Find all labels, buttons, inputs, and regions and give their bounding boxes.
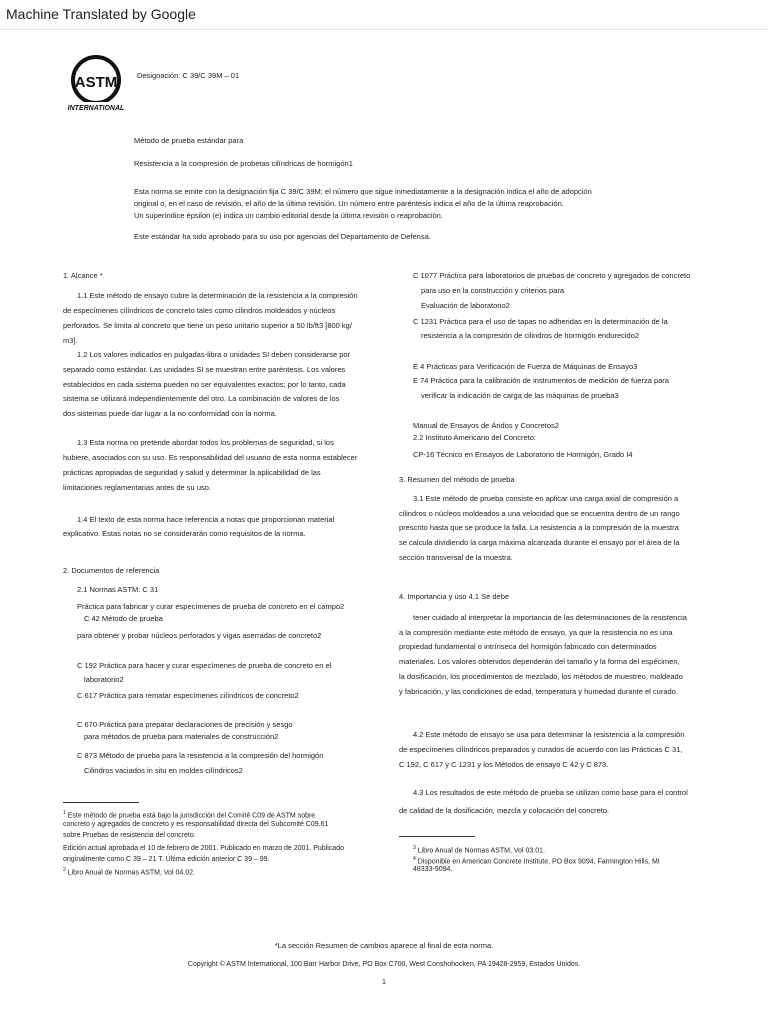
- reference-line: para uso en la construcción y criterios para: [421, 286, 564, 295]
- section-heading: 3. Resumen del método de prueba: [399, 475, 515, 484]
- body-line: la dosificación, los procedimientos de mezclado, los métodos de muestreo, moldeado: [399, 672, 683, 681]
- title-line-2: Resistencia a la compresión de probetas cilíndricas de hormigón1: [134, 159, 353, 168]
- reference-line: Práctica para fabricar y curar especímenes de prueba de concreto en el campo2: [77, 602, 345, 611]
- footnote-line: $^3$ Libro Anual de Normas ASTM, Vol 03.01.: [413, 845, 545, 855]
- body-line: de especímenes cilíndricos de concreto tales como cilindros moldeados y núcleos: [63, 306, 336, 315]
- section-heading: 2. Documentos de referencia: [63, 566, 160, 575]
- body-line: tener cuidado al interpretar la importancia de las determinaciones de la resistencia: [413, 613, 687, 622]
- reference-line: resistencia a la compresión de cilindros de hormigón endurecido2: [421, 331, 640, 340]
- body-line: prácticas apropiadas de seguridad y salud y determinar la aplicabilidad de las: [63, 468, 321, 477]
- body-line: 2.1 Normas ASTM: C 31: [77, 585, 159, 594]
- body-line: 1.1 Este método de ensayo cubre la determinación de la resistencia a la compresión: [77, 291, 358, 300]
- reference-line: C 192 Práctica para hacer y curar especímenes de prueba de concreto en el: [77, 661, 332, 670]
- body-line: de calidad de la dosificación, mezcla y colocación del concreto.: [399, 806, 610, 815]
- body-line: establecidos en cada sistema pueden no ser equivalentes exactos; por lo tanto, cada: [63, 380, 346, 389]
- machine-translation-banner: Machine Translated by Google: [6, 6, 196, 22]
- footnote-line: sobre Pruebas de resistencia del concreto.: [63, 832, 196, 839]
- reference-line: C 1077 Práctica para laboratorios de pruebas de concreto y agregados de concreto: [413, 271, 691, 280]
- body-line: 3.1 Este método de prueba consiste en aplicar una carga axial de compresión a: [413, 494, 679, 503]
- reference-line: para obtener y probar núcleos perforados y vigas aserradas de concreto2: [77, 631, 322, 640]
- body-line: limitaciones reglamentarias antes de su uso.: [63, 483, 211, 492]
- body-line: se calcula dividiendo la carga máxima alcanzada durante el ensayo por el área de la: [399, 538, 680, 547]
- body-line: 1.2 Los valores indicados en pulgadas-libra o unidades SI deben considerarse por: [77, 350, 351, 359]
- footnote-line: concreto y agregados de concreto y es responsabilidad directa del Subcomité C09.61: [63, 821, 329, 828]
- body-line: perforados. Se limita al concreto que tiene un peso unitario superior a 50 lb/ft3 [800 kg/: [63, 321, 352, 330]
- body-line: 1.3 Esta norma no pretende abordar todos los problemas de seguridad, si los: [77, 438, 334, 447]
- reference-line: 2.2 Instituto Americano del Concreto:: [413, 433, 536, 442]
- reference-line: E 74 Práctica para la calibración de instrumentos de medición de fuerza para: [413, 376, 669, 385]
- body-line: de especímenes cilíndricos preparados y curados de acuerdo con las Prácticas C 31,: [399, 745, 683, 754]
- footnote-line: Edición actual aprobada el 10 de febrero de 2001. Publicado en marzo de 2001. Publicado: [63, 845, 344, 852]
- reference-line: verificar la indicación de carga de las máquinas de prueba3: [421, 391, 619, 400]
- footnote-rule-left: [63, 802, 139, 803]
- body-line: propiedad fundamental o intrínseca del hormigón fabricado con determinados: [399, 642, 657, 651]
- summary-of-changes-note: *La sección Resumen de cambios aparece al final de esta norma.: [274, 941, 494, 950]
- reference-line: Manual de Ensayos de Áridos y Concretos2: [413, 421, 559, 430]
- reference-line: C 1231 Práctica para el uso de tapas no adheridas en la determinación de la: [413, 317, 668, 326]
- title-line-1: Método de prueba estándar para: [134, 136, 244, 145]
- body-line: materiales. Los valores obtenidos dependerán del tamaño y la forma del espécimen,: [399, 657, 680, 666]
- body-line: sistema se utilizará independientemente del otro. La combinación de valores de los: [63, 394, 340, 403]
- footnote-rule-right: [399, 836, 475, 837]
- section-heading: 4. Importancia y uso 4.1 Se debe: [399, 592, 510, 601]
- body-line: m3].: [63, 336, 78, 345]
- designation: Designación: C 39/C 39M – 01: [137, 71, 240, 80]
- page-number: 1: [381, 977, 387, 986]
- body-line: 4.3 Los resultados de este método de prueba se utilizan como base para el control: [413, 788, 688, 797]
- intro-line: original o, en el caso de revisión, el año de la última revisión. Un número entre paréntesis indica el año de la última reaprobación.: [134, 199, 564, 208]
- reference-line: Cilindros vaciados in situ en moldes cilíndricos2: [84, 766, 243, 775]
- footnote-line: originalmente como C 39 – 21 T. Última edición anterior C 39 – 99.: [63, 856, 270, 863]
- reference-line: para métodos de prueba para materiales de construcción2: [84, 732, 279, 741]
- banner-divider: [0, 29, 768, 30]
- body-line: 1.4 El texto de esta norma hace referencia a notas que proporcionan material: [77, 515, 335, 524]
- copyright: Copyright © ASTM International, 100 Barr Harbor Drive, PO Box C700, West Conshohocken, PA 19428-2959, Estados Unidos.: [187, 961, 581, 968]
- footnote-line: $^4$ Disponible en American Concrete Institute, PO Box 9094, Farmington Hills, MI: [413, 856, 660, 866]
- reference-line: laboratorio2: [84, 675, 124, 684]
- reference-line: C 42 Método de prueba: [84, 614, 163, 623]
- logo-text: ASTM: [74, 74, 118, 91]
- section-heading: 1. Alcance *: [63, 271, 103, 280]
- body-line: dos sistemas puede dar lugar a la no conformidad con la norma.: [63, 409, 277, 418]
- body-line: hubiere, asociados con su uso. Es responsabilidad del usuario de esta norma establecer: [63, 453, 358, 462]
- logo-subtext: INTERNATIONAL: [67, 105, 125, 112]
- body-line: y fabricación, y las condiciones de edad, temperatura y humedad durante el curado.: [399, 687, 678, 696]
- body-line: 4.2 Este método de ensayo se usa para determinar la resistencia a la compresión: [413, 730, 685, 739]
- intro-line: Esta norma se emite con la designación fija C 39/C 39M; el número que sigue inmediatamente a la designación indica el año de adopción: [134, 187, 592, 196]
- body-line: sección transversal de la muestra.: [399, 553, 513, 562]
- astm-logo: [64, 54, 128, 116]
- body-line: a la compresión mediante este método de ensayo, ya que la resistencia no es una: [399, 628, 673, 637]
- body-line: prescrito hasta que se produce la falla. La resistencia a la compresión de la muestra: [399, 523, 679, 532]
- body-line: C 192, C 617 y C 1231 y los Métodos de ensayo C 42 y C 873.: [399, 760, 609, 769]
- intro-dod-note: Este estándar ha sido aprobado para su uso por agencias del Departamento de Defensa.: [134, 232, 431, 241]
- body-line: cilindros o núcleos moldeados a una velocidad que se encuentra dentro de un rango: [399, 509, 680, 518]
- reference-line: C 617 Práctica para rematar especímenes cilíndricos de concreto2: [77, 691, 299, 700]
- reference-line: Evaluación de laboratorio2: [421, 301, 510, 310]
- body-line: separado como estándar. Las unidades SI se muestran entre paréntesis. Los valores: [63, 365, 346, 374]
- footnote-line: $^1$ Este método de prueba está bajo la jurisdicción del Comité C09 de ASTM sobre: [63, 810, 316, 820]
- reference-line: C 873 Método de prueba para la resistencia a la compresión del hormigón: [77, 751, 324, 760]
- footnote-line: $^2$ Libro Anual de Normas ASTM, Vol 04.02.: [63, 867, 195, 877]
- reference-line: E 4 Prácticas para Verificación de Fuerza de Máquinas de Ensayo3: [413, 362, 638, 371]
- body-line: explicativo. Estas notas no se considerarán como requisitos de la norma.: [63, 529, 306, 538]
- intro-line: Un superíndice épsilon (e) indica un cambio editorial desde la última revisión o reaprobación.: [134, 211, 443, 220]
- reference-line: C 670 Práctica para preparar declaraciones de precisión y sesgo: [77, 720, 293, 729]
- footnote-line: 48333-9094.: [413, 866, 453, 873]
- reference-line: CP-16 Técnico en Ensayos de Laboratorio de Hormigón, Grado I4: [413, 450, 633, 459]
